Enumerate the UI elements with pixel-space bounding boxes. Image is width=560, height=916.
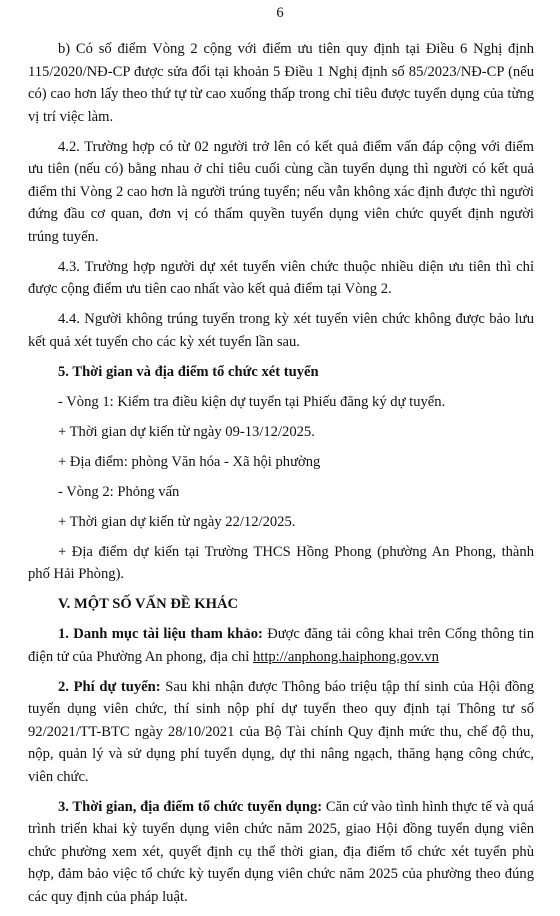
document-body: [28, 38, 534, 916]
schedule-text: Căn cứ vào tình hình thực tế và quá trình triển khai kỳ tuyển dụng viên chức năm 2025, giao Hội đồng tuyển dụng viên chức phường xem xét, quyết định cụ thể thời gian, địa điểm tổ chức xét tuyển phù hợp, đảm bảo việc tổ chức kỳ tuyển dụng viên chức năm 2025 của phường theo đúng các quy định của pháp luật.: [28, 798, 534, 905]
list-round-2-time: + Thời gian dự kiến từ ngày 22/12/2025.: [58, 513, 296, 530]
list-round-1: - Vòng 1: Kiểm tra điều kiện dự tuyển tại Phiếu đăng ký dự tuyển.: [58, 393, 446, 410]
paragraph-4-3: 4.3. Trường hợp người dự xét tuyển viên chức thuộc nhiều diện ưu tiên thì chỉ được cộng điểm ưu tiên cao nhất vào kết quả điểm tại Vòng 2.: [28, 258, 534, 297]
fee-label: 2. Phí dự tuyển:: [58, 678, 161, 695]
schedule-label: 3. Thời gian, địa điểm tổ chức tuyển dụng:: [58, 798, 323, 815]
page-number: 6: [276, 5, 284, 21]
paragraph-schedule: [28, 796, 534, 909]
paragraph-fee: [28, 676, 534, 789]
list-round-2: - Vòng 2: Phỏng vấn: [58, 483, 180, 500]
portal-link[interactable]: http://anphong.haiphong.gov.vn: [252, 648, 439, 665]
list-round-2-location: + Địa điểm dự kiến tại Trường THCS Hồng Phong (phường An Phong, thành phố Hải Phòng).: [28, 543, 534, 582]
paragraph-4-4: 4.4. Người không trúng tuyển trong kỳ xét tuyển viên chức không được bảo lưu kết quả xét tuyển cho các kỳ xét tuyển lần sau.: [28, 311, 534, 350]
heading-section-V: V. MỘT SỐ VẤN ĐỀ KHÁC: [58, 596, 239, 612]
list-round-1-location: + Địa điểm: phòng Văn hóa - Xã hội phường: [58, 453, 321, 470]
heading-section-5: 5. Thời gian và địa điểm tổ chức xét tuyển: [58, 363, 319, 380]
paragraph-reference-docs: [28, 623, 534, 668]
paragraph-criterion-b: b) Có số điểm Vòng 2 cộng với điểm ưu tiên quy định tại Điều 6 Nghị định 115/2020/NĐ-CP được sửa đổi tại khoản 5 Điều 1 Nghị định số 85/2023/NĐ-CP (nếu có) cao hơn lấy theo thứ tự từ cao xuống thấp trong chỉ tiêu được tuyển dụng của từng vị trí việc làm.: [28, 41, 534, 125]
reference-docs-text: Được đăng tải công khai trên Cổng thông tin điện tử của Phường An phong, địa chỉ: [28, 626, 535, 665]
reference-docs-label: 1. Danh mục tài liệu tham khảo:: [58, 626, 263, 642]
list-round-1-time: + Thời gian dự kiến từ ngày 09-13/12/2025.: [58, 423, 315, 440]
fee-text: Sau khi nhận được Thông báo triệu tập thí sinh của Hội đồng tuyển dụng viên chức, thí sinh nộp phí dự tuyển theo quy định tại Thông tư số 92/2021/TT-BTC ngày 28/10/2021 của Bộ Tài chính Quy định mức thu, chế độ thu, nộp, quản lý và sử dụng phí tuyển dụng, dự thi nâng ngạch, thăng hạng công chức, viên chức.: [28, 678, 534, 785]
paragraph-4-2: 4.2. Trường hợp có từ 02 người trở lên có kết quả điểm vấn đáp cộng với điểm ưu tiên (nếu có) bằng nhau ở chỉ tiêu cuối cùng cần tuyển dụng thì người có kết quả điểm thi Vòng 2 cao hơn là người trúng tuyển; nếu vẫn không xác định được thì người đứng đầu cơ quan, đơn vị có thẩm quyền tuyển dụng viên chức quyết định người trúng tuyển.: [28, 138, 534, 245]
